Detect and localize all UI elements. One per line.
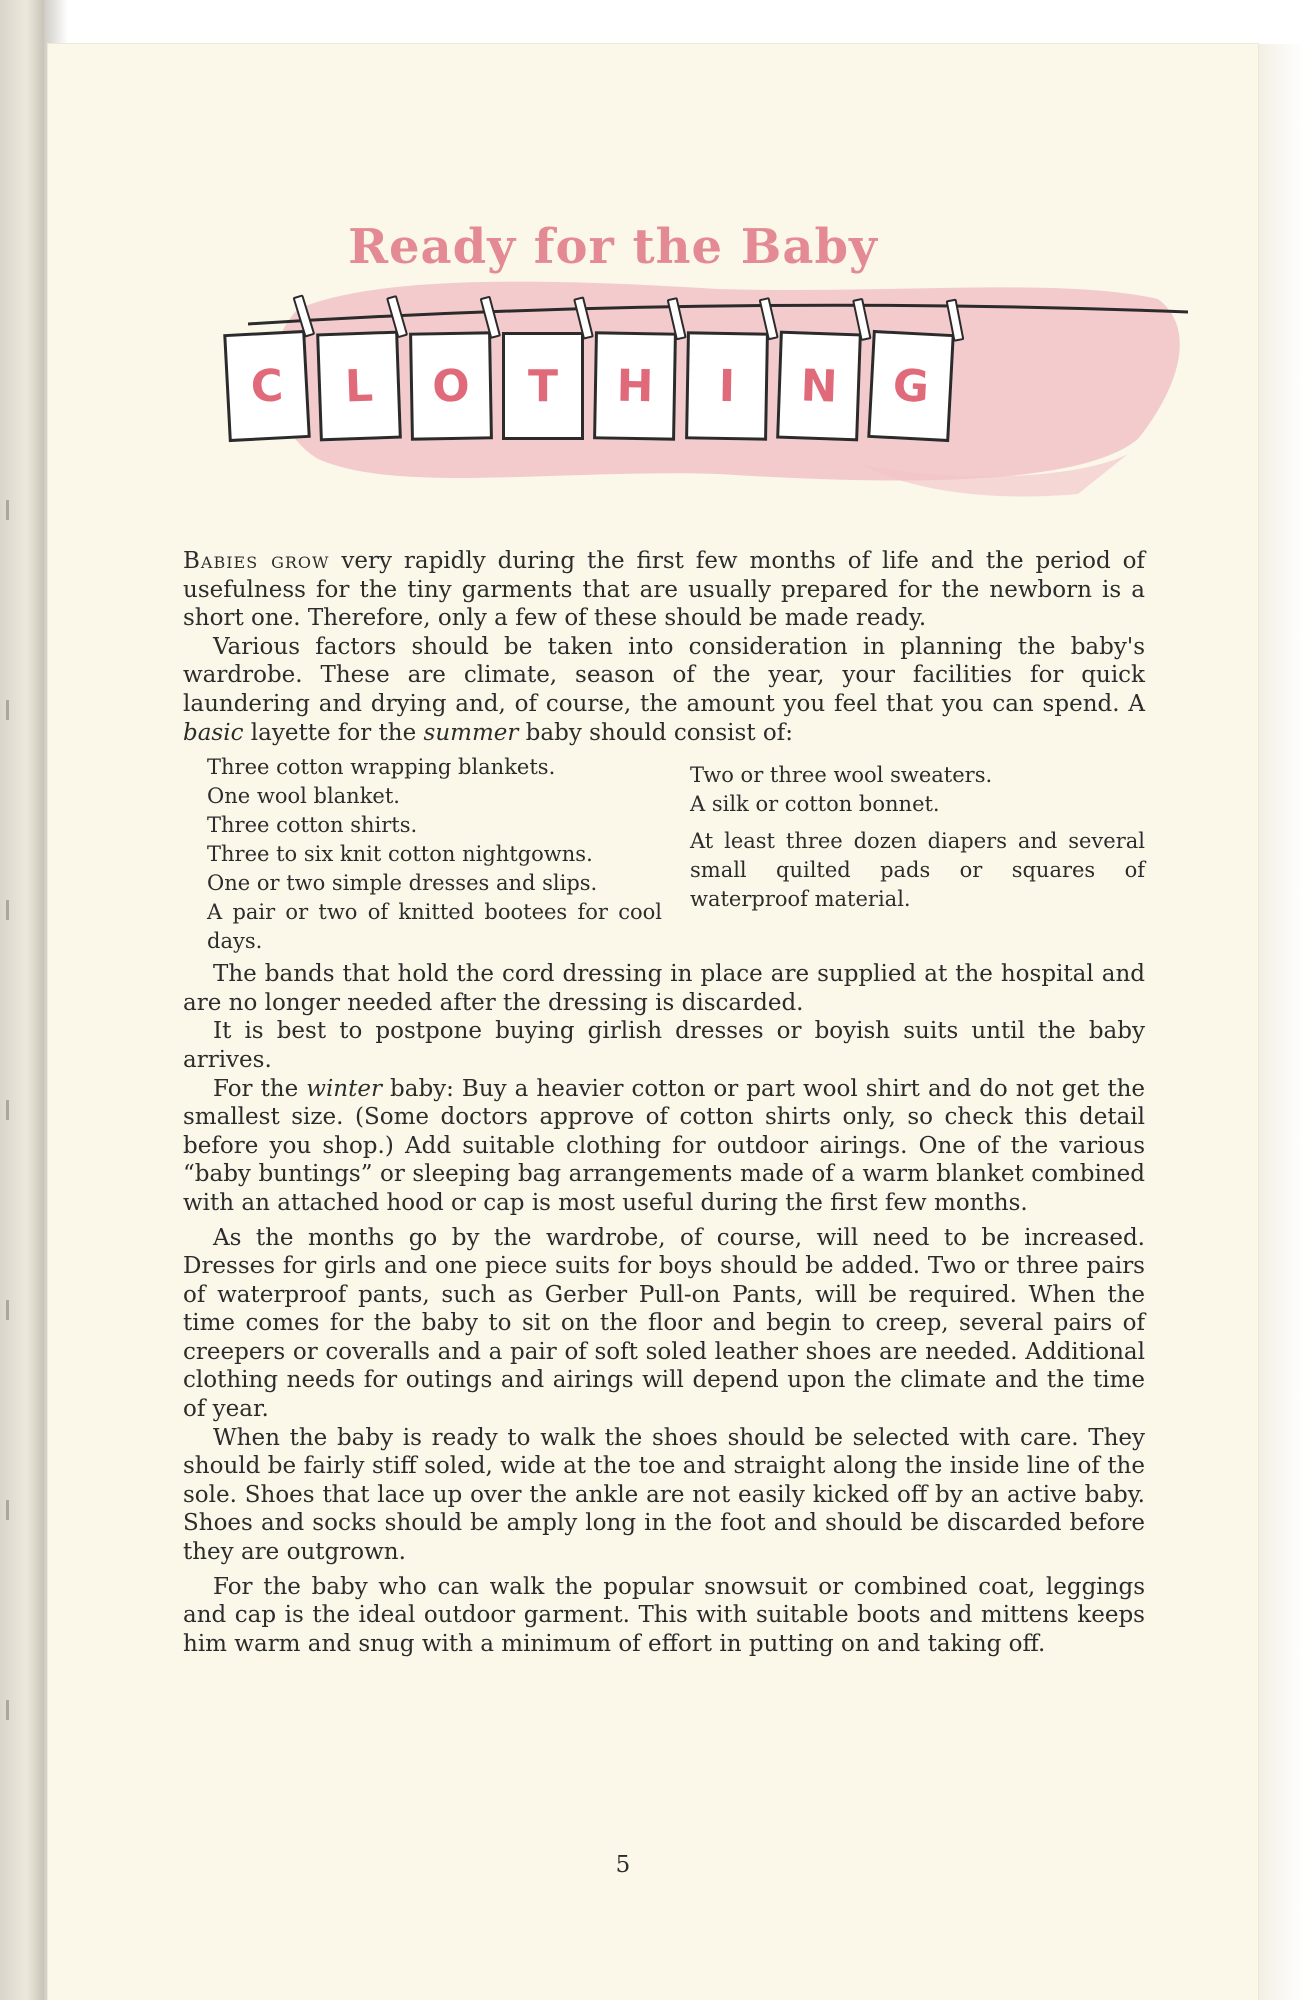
bleed-through-mark	[6, 1100, 37, 1120]
layette-list	[183, 753, 1145, 956]
page-edge	[1258, 44, 1304, 2000]
banner-letter-t: T	[502, 332, 584, 440]
layette-list-left	[183, 753, 662, 956]
winter-paragraph: For the winter baby: Buy a heavier cotton or part wool shirt and do not get the smallest size. (Some doctors approve of cotton shirts only, so check this detail before you shop.) Add suitable clothing for outdoor airings. One of the various “baby buntings” or sleeping bag arrangements made of a warm blanket combined with an attached hood or cap is most useful during the first few months.	[183, 1075, 1145, 1216]
list-item: One or two simple dresses and slips.	[207, 871, 598, 896]
banner-letter-o: O	[409, 331, 493, 440]
factors-paragraph: Various factors should be taken into consideration in planning the baby's wardrobe. These are climate, season of the year, your facilities for quick laundering and drying and, of course, the amount you feel that you can spend. A basic layette for the summer baby should consist of:	[183, 633, 1145, 746]
months-paragraph: As the months go by the wardrobe, of course, will need to be increased. Dresses for girls and one piece suits for boys should be added. Two or three pairs of waterproof pants, such as Gerber Pull-on Pants, will be required. When the time comes for the baby to sit on the floor and begin to creep, several pairs of creepers or coveralls and a pair of soft soled leather shoes are needed. Additional clothing needs for outings and airings will depend upon the climate and the time of year.	[183, 1224, 1145, 1423]
list-item: A pair or two of knitted bootees for cool days.	[207, 900, 662, 954]
banner-letter-n: N	[776, 331, 862, 442]
postpone-paragraph: It is best to postpone buying girlish dresses or boyish suits until the baby arrives.	[183, 1018, 1145, 1073]
bands-paragraph: The bands that hold the cord dressing in place are supplied at the hospital and are no longer needed after the dressing is discarded.	[183, 961, 1145, 1016]
bleed-through-mark	[6, 500, 37, 520]
list-item: Three cotton shirts.	[207, 813, 418, 838]
intro-paragraph: Babies grow very rapidly during the first few months of life and the period of usefulness for the tiny garments that are usually prepared for the newborn is a short one. Therefore, only a few of these should be made ready.	[183, 548, 1145, 632]
lead-in: Babies grow	[183, 548, 330, 574]
bleed-through-mark	[6, 700, 37, 720]
banner-letter-g: G	[867, 330, 955, 442]
banner-letter-i: I	[685, 331, 769, 440]
section-title: Ready for the Baby	[348, 219, 878, 275]
bleed-through-mark	[6, 1700, 37, 1720]
bleed-through-mark	[6, 900, 37, 920]
snowsuit-paragraph: For the baby who can walk the popular snowsuit or combined coat, leggings and cap is the ideal outdoor garment. This with suitable boots and mittens keeps him warm and snug with a minimum of effort in putting on and taking off.	[183, 1573, 1145, 1657]
list-item: Three to six knit cotton nightgowns.	[207, 842, 593, 867]
page-number: 5	[615, 1852, 631, 1878]
banner-letter-c: C	[223, 330, 311, 442]
bleed-through-mark	[6, 1300, 37, 1320]
layette-list-right	[662, 753, 1145, 956]
booklet-page	[48, 44, 1258, 2000]
list-item: Two or three wool sweaters.	[690, 763, 993, 788]
walk-paragraph: When the baby is ready to walk the shoes should be selected with care. They should be fairly stiff soled, wide at the toe and straight along the inside line of the sole. Shoes that lace up over the ankle are not easily kicked off by an active baby. Shoes and socks should be amply long in the foot and should be discarded before they are outgrown.	[183, 1424, 1145, 1566]
bleed-through-mark	[6, 1500, 37, 1520]
list-item: A silk or cotton bonnet.	[690, 792, 940, 817]
list-item: One wool blanket.	[207, 784, 400, 809]
list-item: Three cotton wrapping blankets.	[207, 755, 556, 780]
adjacent-page-edge	[0, 0, 44, 2000]
banner-letter-h: H	[593, 331, 677, 440]
banner-letter-l: L	[316, 331, 402, 442]
article-body	[183, 547, 1145, 1658]
list-item: At least three dozen diapers and several small quilted pads or squares of waterproof material.	[690, 829, 1145, 912]
